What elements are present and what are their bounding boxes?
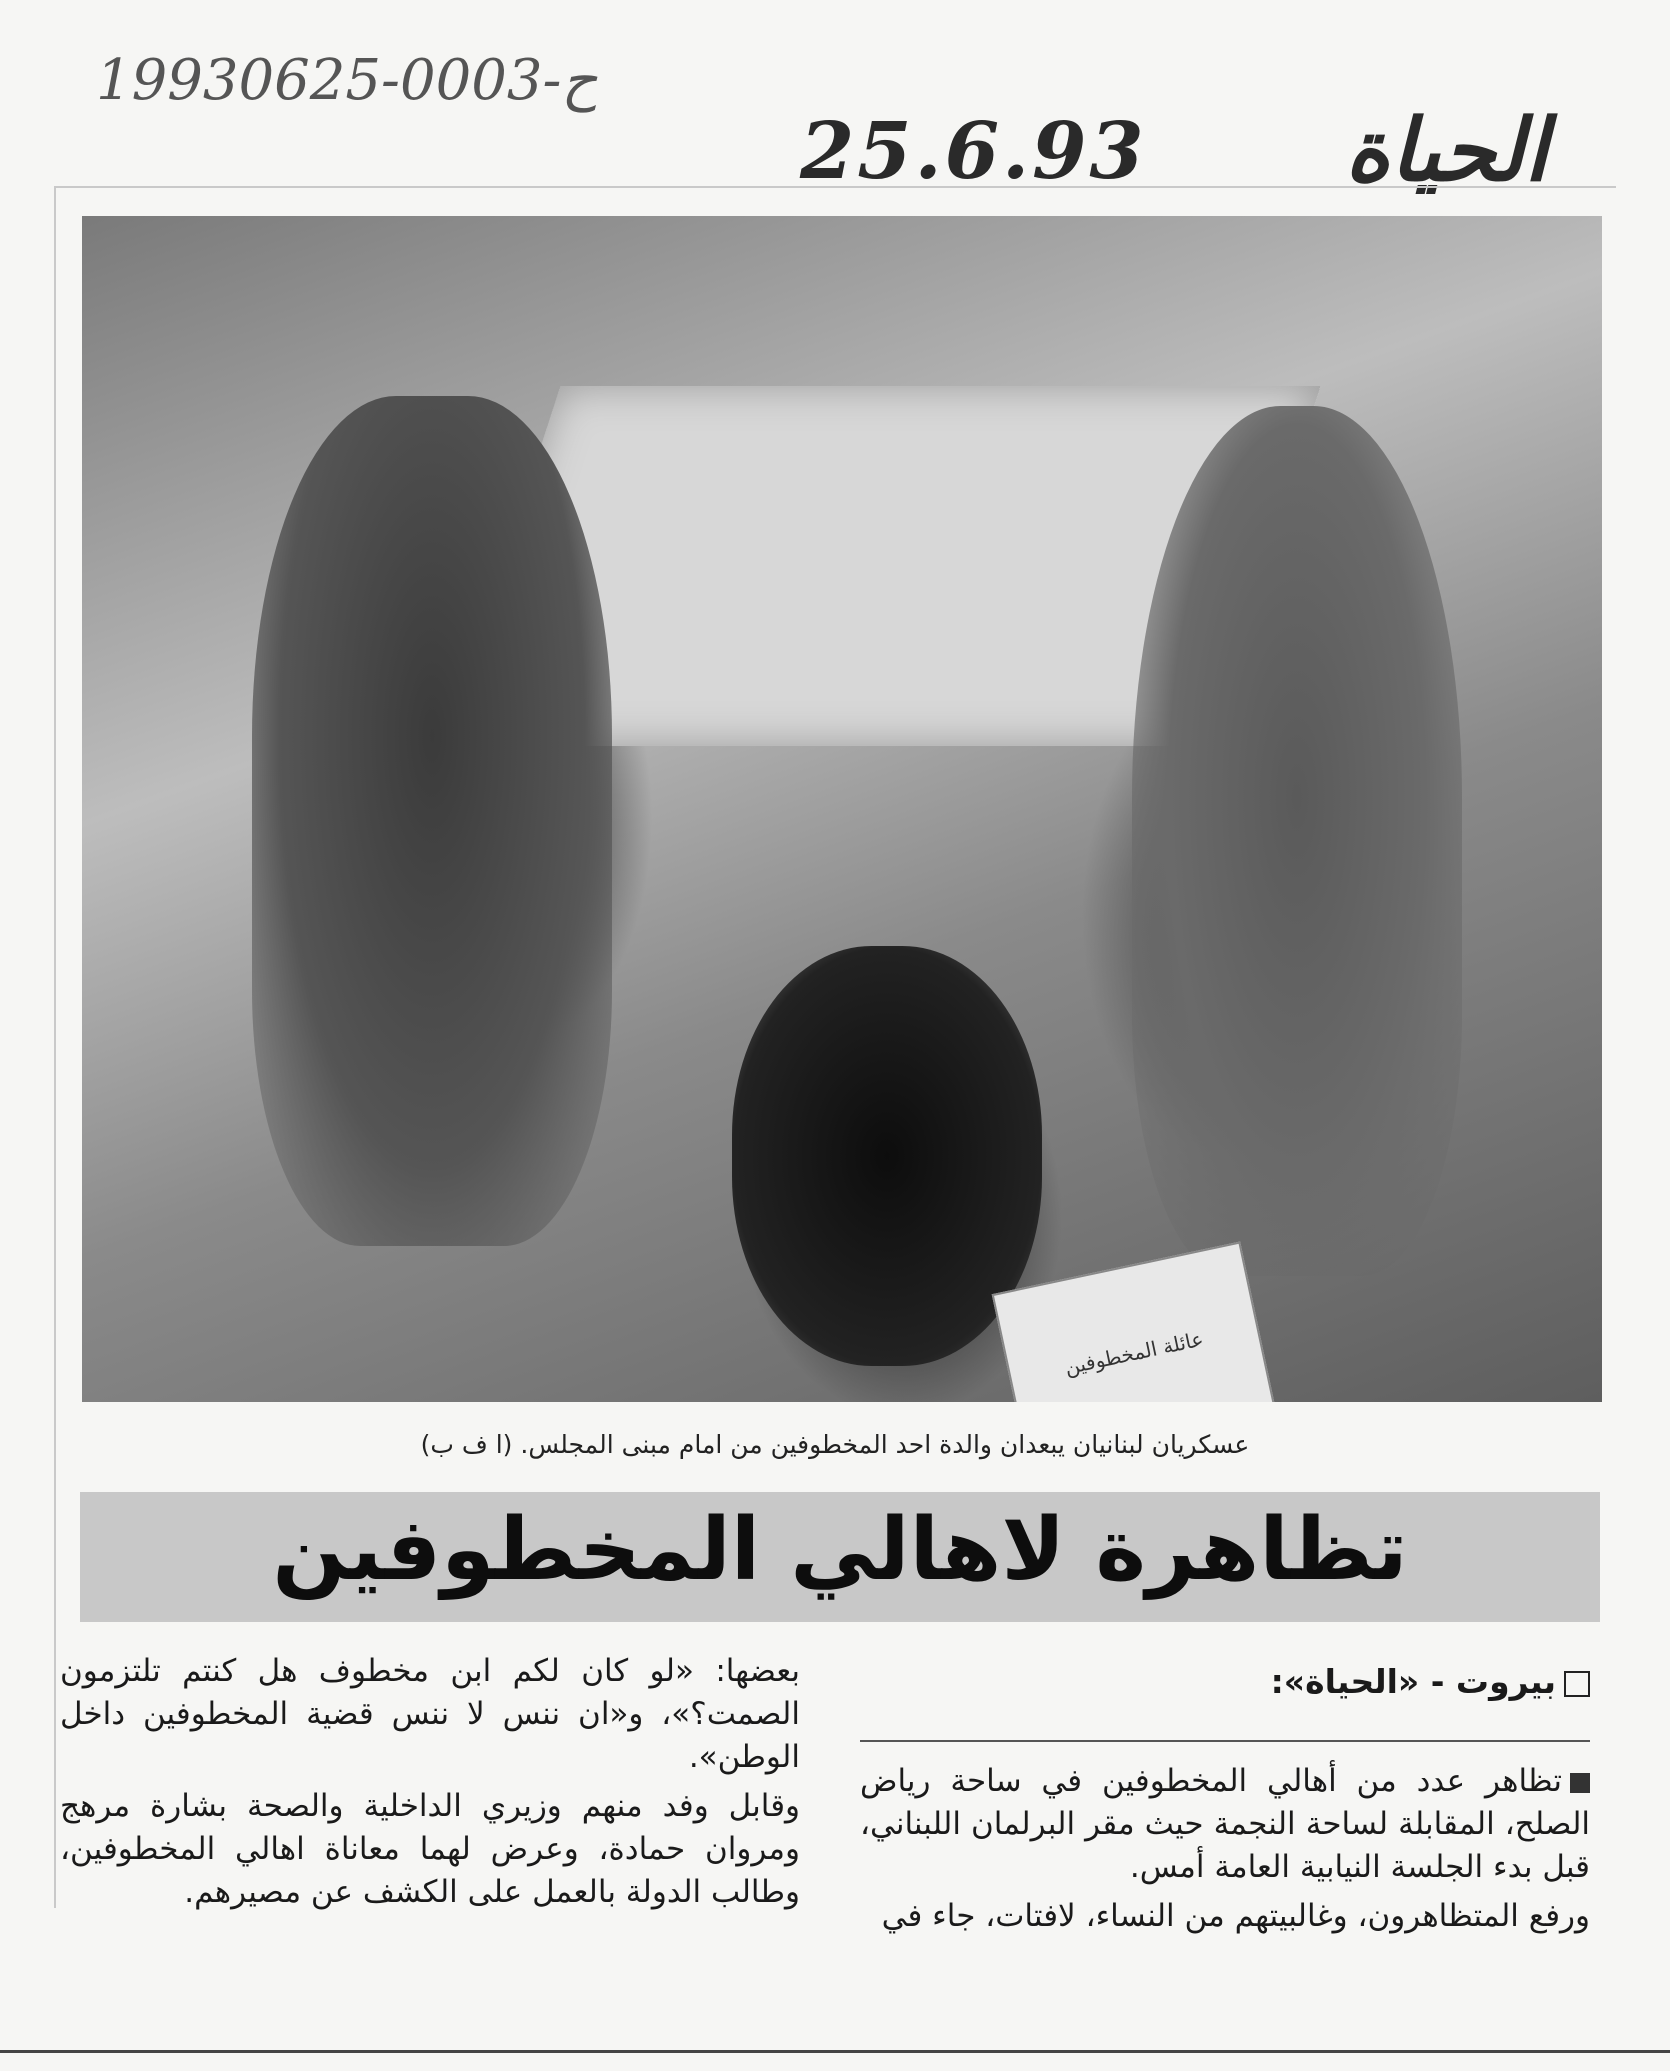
article-headline: تظاهرة لاهالي المخطوفين <box>272 1500 1408 1600</box>
news-photo <box>82 216 1602 1402</box>
newspaper-name-handwritten: الحياة <box>1345 100 1548 201</box>
article-paragraph: بعضها: «لو كان لكم ابن مخطوف هل كنتم تلتزمون الصمت؟»، و«ان ننس لا ننس قضية المخطوفين داخل الوطن». <box>60 1653 800 1775</box>
article-column-right <box>860 1760 1590 1944</box>
photo-placard <box>992 1241 1277 1402</box>
archive-id-handwritten: 19930625-0003-ح <box>96 48 598 113</box>
article-paragraph <box>860 1760 1590 1889</box>
handwritten-date: 25.6.93 <box>800 106 1147 197</box>
photo-caption: عسكريان لبنانيان يبعدان والدة احد المخطوفين من امام مبنى المجلس. (ا ف ب) <box>420 1430 1250 1459</box>
article-paragraph: وقابل وفد منهم وزيري الداخلية والصحة بشارة مرهج ومروان حمادة، وعرض لهما معاناة اهالي المخطوفين، وطالب الدولة بالعمل على الكشف عن مصيرهم. <box>60 1788 800 1910</box>
dateline <box>1160 1662 1590 1701</box>
article-column-left <box>60 1650 800 1920</box>
dateline-rule <box>860 1740 1590 1742</box>
paragraph-bullet-icon <box>1570 1773 1590 1793</box>
paragraph-text: تظاهر عدد من أهالي المخطوفين في ساحة رياض الصلح، المقابلة لساحة النجمة حيث مقر البرلمان اللبناني، قبل بدء الجلسة النيابية العامة أمس. <box>860 1763 1590 1885</box>
dateline-text: بيروت - «الحياة»: <box>1270 1662 1556 1701</box>
photo-soldier-left <box>252 396 612 1246</box>
article-paragraph: ورفع المتظاهرون، وغالبيتهم من النساء، لافتات، جاء في <box>881 1898 1590 1934</box>
photo-soldier-right <box>1132 406 1462 1276</box>
dateline-box-icon <box>1564 1671 1590 1697</box>
page-bottom-rule <box>0 2050 1670 2053</box>
placard-text: عائلة المخطوفين <box>1062 1326 1206 1380</box>
